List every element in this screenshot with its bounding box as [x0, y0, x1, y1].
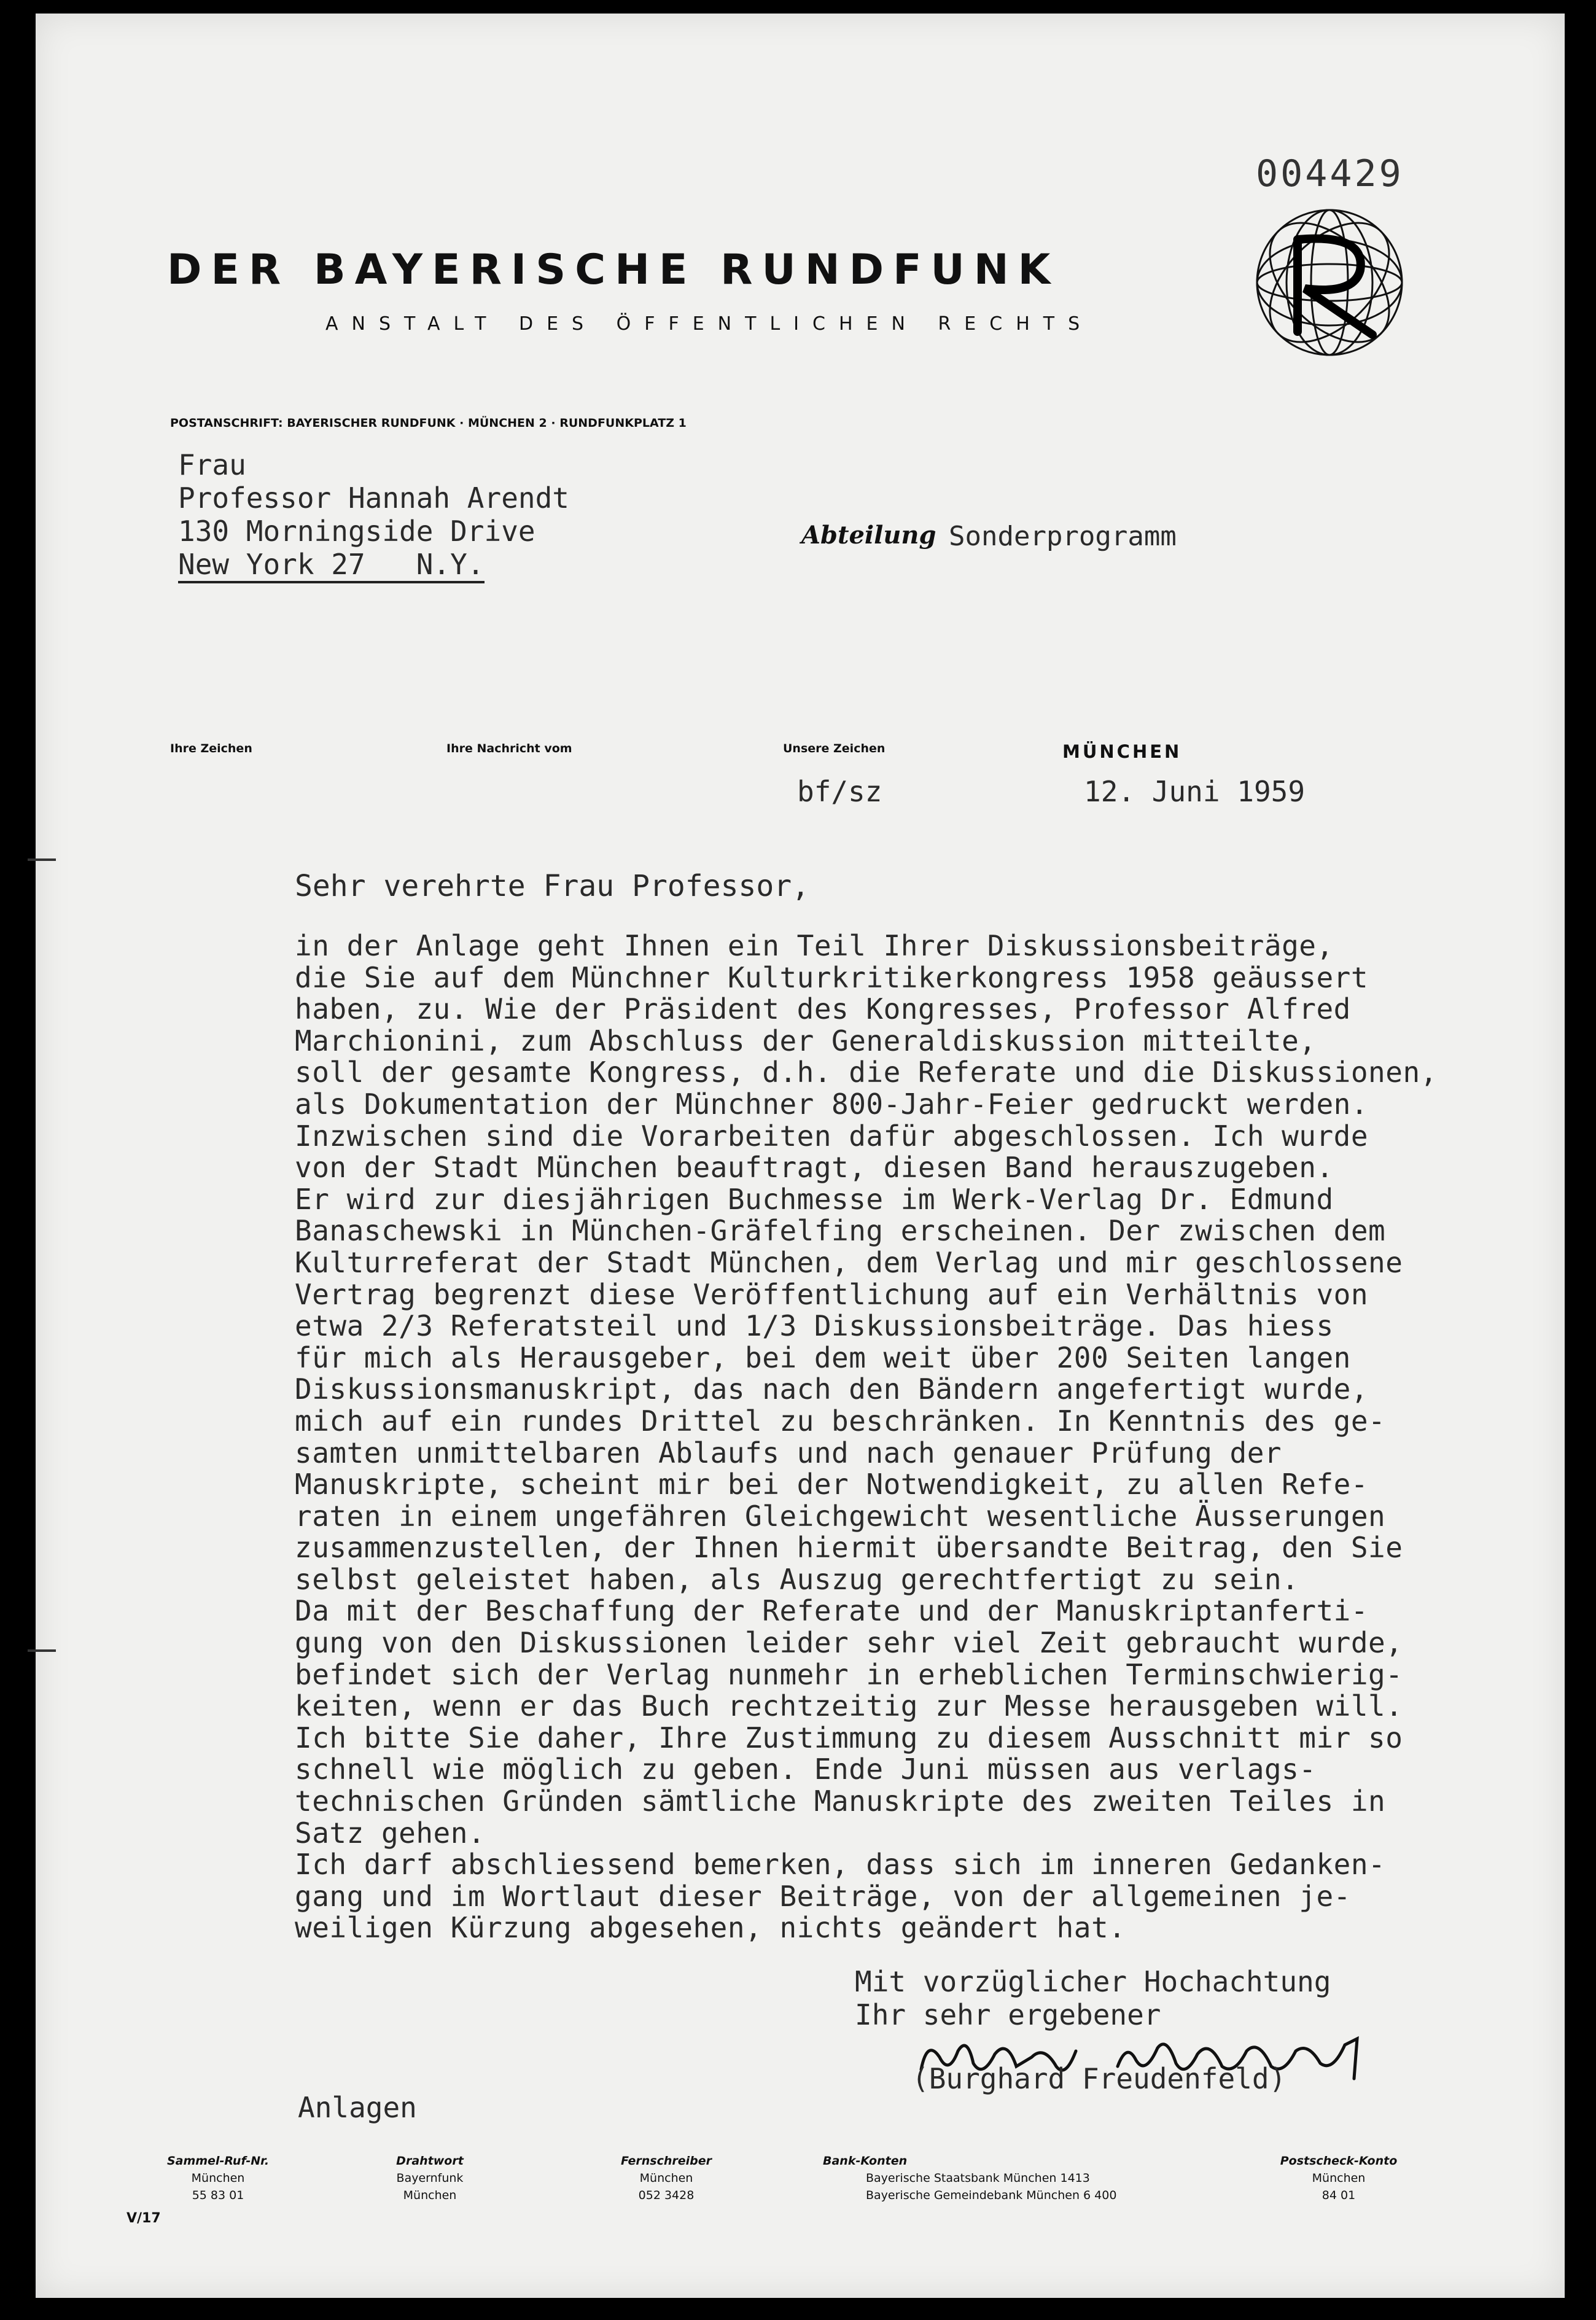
body-line: mich auf ein rundes Drittel zu beschränken. In Kenntnis des ge-: [295, 1404, 1386, 1438]
document-number: 004429: [1256, 152, 1404, 195]
body-line: raten in einem ungefähren Gleichgewicht wesentliche Äusserungen: [295, 1499, 1386, 1533]
body-line: von der Stadt München beauftragt, diesen Band herauszugeben.: [295, 1151, 1334, 1185]
body-line: selbst geleistet haben, als Auszug gerechtfertigt zu sein.: [295, 1562, 1299, 1596]
form-code: V/17: [127, 2211, 161, 2226]
closing: [855, 1965, 1331, 2031]
recipient-city-line: New York 27 N.Y.: [178, 548, 485, 583]
your-message-label: Ihre Nachricht vom: [446, 742, 572, 755]
body-line: Inzwischen sind die Vorarbeiten dafür abgeschlossen. Ich wurde: [295, 1119, 1369, 1153]
footer-label: Fernschreiber: [620, 2154, 712, 2168]
recipient-line: Professor Hannah Arendt: [178, 481, 569, 515]
body-line: Diskussionsmanuskript, das nach den Bändern angefertigt wurde,: [295, 1372, 1369, 1406]
body-line: Kulturreferat der Stadt München, dem Verlag und mir geschlossene: [295, 1245, 1403, 1279]
body-line: als Dokumentation der Münchner 800-Jahr-Feier gedruckt werden.: [295, 1087, 1369, 1121]
letter-body: [295, 930, 1438, 1944]
footer-label: Sammel-Ruf-Nr.: [166, 2154, 270, 2168]
signer-name: (Burghard Freudenfeld): [912, 2062, 1287, 2095]
footer-value: Bayerische Gemeindebank München 6 400: [866, 2189, 1117, 2202]
organization-name: DER BAYERISCHE RUNDFUNK: [167, 246, 1060, 294]
letter-date: 12. Juni 1959: [1084, 775, 1306, 808]
city-label: MÜNCHEN: [1062, 741, 1182, 762]
body-line: Ich bitte Sie daher, Ihre Zustimmung zu diesem Ausschnitt mir so: [295, 1721, 1403, 1754]
body-line: Marchionini, zum Abschluss der Generaldiskussion mitteilte,: [295, 1024, 1317, 1057]
body-line: gung von den Diskussionen leider sehr viel Zeit gebraucht wurde,: [295, 1626, 1403, 1660]
body-line: Er wird zur diesjährigen Buchmesse im Werk-Verlag Dr. Edmund: [295, 1182, 1334, 1216]
recipient-line: Frau: [178, 448, 246, 481]
footer-label: Postscheck-Konto: [1280, 2154, 1398, 2168]
your-reference-label: Ihre Zeichen: [170, 742, 252, 755]
department-value: Sonderprogramm: [949, 521, 1177, 552]
our-reference-label: Unsere Zeichen: [783, 742, 886, 755]
body-line: technischen Gründen sämtliche Manuskripte des zweiten Teiles in: [295, 1785, 1386, 1818]
enclosures-label: Anlagen: [298, 2091, 417, 2124]
footer-value: Bayerische Staatsbank München 1413: [866, 2171, 1090, 2185]
body-line: schnell wie möglich zu geben. Ende Juni müssen aus verlags-: [295, 1753, 1317, 1786]
body-line: keiten, wenn er das Buch rechtzeitig zur Messe herausgeben will.: [295, 1689, 1403, 1723]
body-line: samten unmittelbaren Ablaufs und nach genauer Prüfung der: [295, 1436, 1282, 1469]
fold-mark: [28, 858, 56, 861]
footer-value: Bayernfunk: [396, 2171, 464, 2185]
closing-line: Ihr sehr ergebener: [855, 1998, 1161, 2031]
body-line: etwa 2/3 Referatsteil und 1/3 Diskussionsbeiträge. Das hiess: [295, 1309, 1334, 1343]
footer-phone: [144, 2152, 292, 2204]
body-line: für mich als Herausgeber, bei dem weit über 200 Seiten langen: [295, 1341, 1351, 1374]
footer-bank-accounts: [823, 2152, 1154, 2204]
footer-label: Drahtwort: [396, 2154, 464, 2168]
footer-telegram: [368, 2152, 491, 2204]
recipient-line: 130 Morningside Drive: [178, 515, 535, 548]
body-line: befindet sich der Verlag nunmehr in erheblichen Terminschwierig-: [295, 1657, 1403, 1691]
department-label: Abteilung: [801, 521, 936, 550]
body-line: haben, zu. Wie der Präsident des Kongresses, Professor Alfred: [295, 992, 1351, 1026]
organization-subtitle: ANSTALT DES ÖFFENTLICHEN RECHTS: [325, 313, 1094, 335]
closing-line: Mit vorzüglicher Hochachtung: [855, 1965, 1331, 1998]
body-line: Satz gehen.: [295, 1816, 486, 1850]
body-line: soll der gesamte Kongress, d.h. die Referate und die Diskussionen,: [295, 1056, 1438, 1089]
salutation: Sehr verehrte Frau Professor,: [295, 869, 810, 903]
postal-address: POSTANSCHRIFT: BAYERISCHER RUNDFUNK · MÜNCHEN 2 · RUNDFUNKPLATZ 1: [170, 416, 687, 430]
body-line: zusammenzustellen, der Ihnen hiermit übersandte Beitrag, den Sie: [295, 1531, 1403, 1565]
footer-value: München: [403, 2189, 457, 2202]
body-line: die Sie auf dem Münchner Kulturkritikerkongress 1958 geäussert: [295, 960, 1369, 994]
footer-value: München: [1312, 2171, 1366, 2185]
body-line: Da mit der Beschaffung der Referate und der Manuskriptanferti-: [295, 1594, 1369, 1628]
footer-value: 55 83 01: [192, 2189, 244, 2202]
footer-value: München: [191, 2171, 245, 2185]
footer-postal-check: [1265, 2152, 1412, 2204]
body-line: Ich darf abschliessend bemerken, dass sich im inneren Gedanken-: [295, 1848, 1386, 1882]
body-line: Manuskripte, scheint mir bei der Notwendigkeit, zu allen Refe-: [295, 1468, 1369, 1501]
fold-mark: [28, 1649, 56, 1652]
broadcaster-logo-icon: [1250, 203, 1409, 362]
our-reference-value: bf/sz: [797, 775, 882, 808]
body-line: weiligen Kürzung abgesehen, nichts geändert hat.: [295, 1911, 1126, 1945]
body-line: in der Anlage geht Ihnen ein Teil Ihrer Diskussionsbeiträge,: [295, 929, 1334, 962]
footer-value: 052 3428: [638, 2189, 695, 2202]
body-line: gang und im Wortlaut dieser Beiträge, von der allgemeinen je-: [295, 1879, 1351, 1913]
footer-telex: [599, 2152, 734, 2204]
body-line: Banaschewski in München-Gräfelfing erscheinen. Der zwischen dem: [295, 1214, 1386, 1248]
recipient-address: [178, 448, 569, 581]
footer-value: München: [639, 2171, 693, 2185]
footer-label: Bank-Konten: [823, 2154, 908, 2168]
footer-value: 84 01: [1322, 2189, 1356, 2202]
body-line: Vertrag begrenzt diese Veröffentlichung auf ein Verhältnis von: [295, 1277, 1369, 1311]
